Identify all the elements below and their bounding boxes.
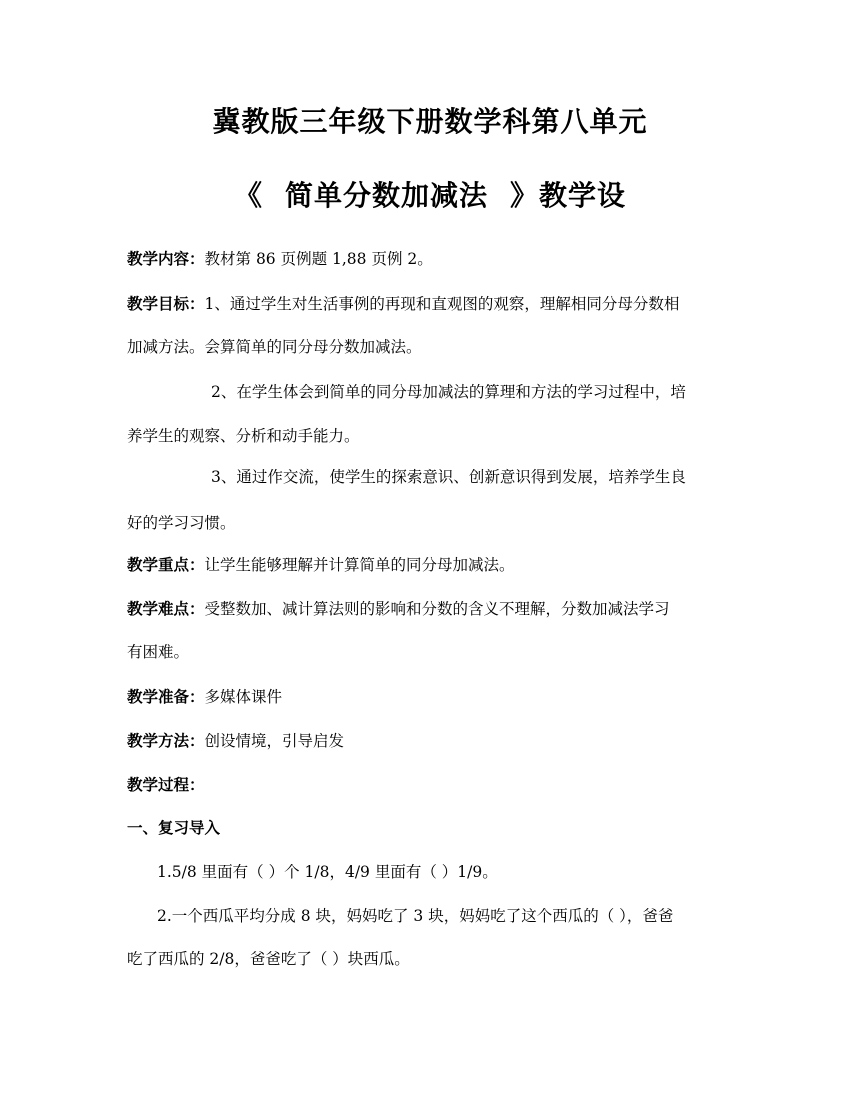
content-label: 教学内容： (127, 250, 205, 268)
difficulty-line1: 受整数加、减计算法则的影响和分数的含义不理解，分数加减法学习 (204, 600, 670, 618)
goal1-line2: 加减方法。会算简单的同分母分数加减法。 (127, 338, 422, 356)
document-title-line1: 冀教版三年级下册数学科第八单元 (212, 105, 648, 138)
key-point-label: 教学重点： (127, 556, 205, 574)
method-text: 创设情境，引导启发 (204, 732, 345, 750)
section1-heading: 一、复习导入 (127, 819, 221, 837)
content-text: 教材第 86 页例题 1,88 页例 2。 (204, 250, 433, 268)
goals-label: 教学目标： (127, 295, 205, 313)
section1-heading-row (127, 818, 220, 838)
difficulty-line2: 有困难。 (127, 643, 190, 661)
process-label: 教学过程： (127, 776, 205, 794)
goal2-line1: 2、在学生体会到简单的同分母加减法的算理和方法的学习过程中，培 (211, 383, 686, 401)
preparation-text: 多媒体课件 (204, 688, 283, 706)
method-label: 教学方法： (127, 732, 205, 750)
goal3-line1: 3、通过作交流，使学生的探索意识、创新意识得到发展，培养学生良 (211, 468, 686, 486)
content-row (127, 249, 433, 269)
difficulty-row (127, 599, 670, 619)
preparation-label: 教学准备： (127, 688, 205, 706)
preparation-row (127, 687, 282, 707)
title-topic: 简单分数加减法 (284, 179, 488, 212)
goal3-line2: 好的学习习惯。 (127, 514, 236, 532)
process-row (127, 775, 205, 795)
goal1-line1: 1、通过学生对生活事例的再现和直观图的观察，理解相同分母分数相 (204, 295, 680, 313)
section1-item2-line2: 吃了西瓜的 2/8，爸爸吃了（ ）块西瓜。 (127, 950, 410, 968)
section1-item1: 1.5/8 里面有（ ）个 1/8，4/9 里面有（ ）1/9。 (157, 863, 498, 881)
key-point-text: 让学生能够理解并计算简单的同分母加减法。 (204, 556, 515, 574)
key-point-row (127, 555, 515, 575)
goal2-line2: 养学生的观察、分析和动手能力。 (127, 427, 360, 445)
difficulty-label: 教学难点： (127, 600, 205, 618)
section1-item2-line1: 2.一个西瓜平均分成 8 块，妈妈吃了 3 块，妈妈吃了这个西瓜的（ ），爸爸 (157, 907, 674, 925)
title-close: 》教学设 (510, 179, 627, 212)
title-open-bracket: 《 (233, 179, 263, 212)
goals-row (127, 294, 679, 314)
document-title-line2 (0, 174, 860, 214)
method-row (127, 731, 344, 751)
